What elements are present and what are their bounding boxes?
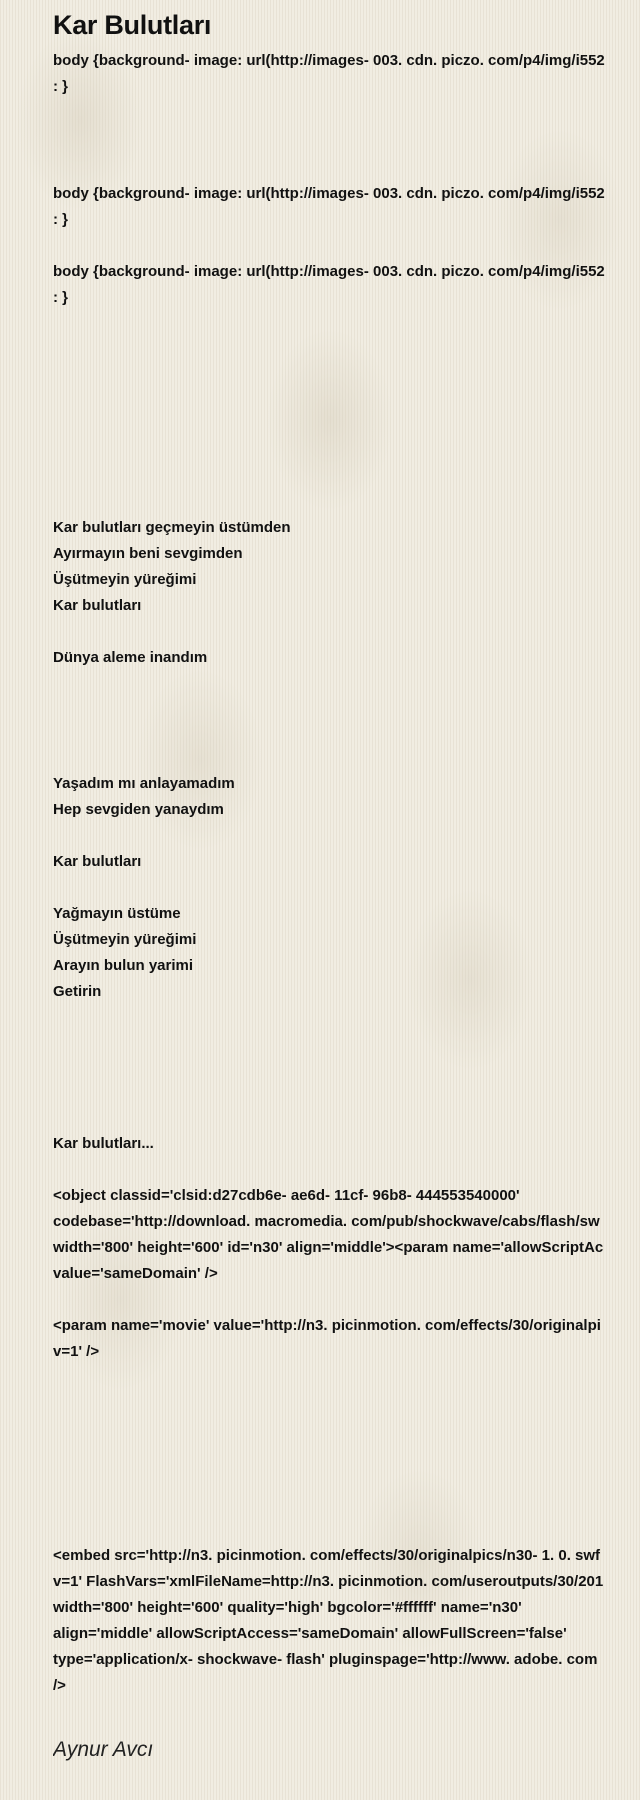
code-line: codebase='http://download. macromedia. com/pub/shockwave/cabs/flash/sw: [53, 1213, 600, 1230]
poem-line: Üşütmeyin yüreğimi: [53, 931, 197, 948]
code-line: v=1' FlashVars='xmlFileName=http://n3. picinmotion. com/useroutputs/30/201: [53, 1573, 604, 1590]
css-text-line: : }: [53, 78, 68, 95]
poem-line: Kar bulutları: [53, 597, 142, 614]
code-line: <object classid='clsid:d27cdb6e- ae6d- 11cf- 96b8- 444553540000': [53, 1187, 520, 1204]
css-text-line: body {background- image: url(http://images- 003. cdn. piczo. com/p4/img/i552: [53, 185, 605, 202]
poem-line: Yaşadım mı anlayamadım: [53, 775, 235, 792]
poem-line: Üşütmeyin yüreğimi: [53, 571, 197, 588]
code-line: type='application/x- shockwave- flash' pluginspage='http://www. adobe. com: [53, 1651, 598, 1668]
author-signature: Aynur Avcı: [53, 1738, 154, 1761]
code-line: <param name='movie' value='http://n3. picinmotion. com/effects/30/originalpi: [53, 1317, 601, 1334]
poem-line: Ayırmayın beni sevgimden: [53, 545, 243, 562]
poem-line: Kar bulutları: [53, 853, 142, 870]
poem-line: Kar bulutları...: [53, 1135, 154, 1152]
css-text-line: : }: [53, 289, 68, 306]
poem-line: Getirin: [53, 983, 102, 1000]
code-line: />: [53, 1677, 66, 1694]
css-text-line: body {background- image: url(http://images- 003. cdn. piczo. com/p4/img/i552: [53, 263, 605, 280]
page-title: Kar Bulutları: [53, 10, 212, 40]
css-text-line: body {background- image: url(http://images- 003. cdn. piczo. com/p4/img/i552: [53, 52, 605, 69]
css-text-line: : }: [53, 211, 68, 228]
poem-line: Kar bulutları geçmeyin üstümden: [53, 519, 291, 536]
page-content: [53, 0, 640, 1800]
poem-line: Arayın bulun yarimi: [53, 957, 194, 974]
code-line: width='800' height='600' id='n30' align='middle'><param name='allowScriptAc: [53, 1239, 604, 1256]
code-line: value='sameDomain' />: [53, 1265, 218, 1282]
code-line: <embed src='http://n3. picinmotion. com/effects/30/originalpics/n30- 1. 0. swf: [53, 1547, 601, 1564]
poem-line: Yağmayın üstüme: [53, 905, 181, 922]
code-line: align='middle' allowScriptAccess='sameDomain' allowFullScreen='false': [53, 1625, 567, 1642]
code-line: width='800' height='600' quality='high' bgcolor='#ffffff' name='n30': [53, 1599, 522, 1616]
poem-line: Hep sevgiden yanaydım: [53, 801, 224, 818]
poem-line: Dünya aleme inandım: [53, 649, 208, 666]
code-line: v=1' />: [53, 1343, 100, 1360]
